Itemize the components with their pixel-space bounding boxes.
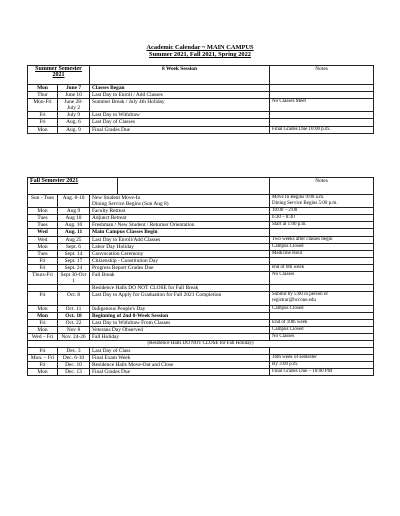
row-day: Tues [28, 215, 58, 222]
row-event: (Residence Halls DO NOT CLOSE for Fall Holiday) [28, 340, 374, 347]
row-note: 16th week of semester [270, 355, 374, 362]
row-date: Sept. 24 [58, 264, 90, 271]
fall-notes-heading: Notes [270, 178, 374, 195]
row-day: Thur [28, 92, 58, 99]
fall-calendar-table [27, 177, 374, 376]
row-note: Start at 1:00 p.m. [270, 222, 374, 229]
row-day: Wed [28, 236, 58, 243]
row-note: Final Grades Due 10:00 p.m. [270, 126, 374, 133]
summer-session-heading: 8 Week Session [90, 66, 270, 85]
calendar-row [28, 272, 374, 285]
row-date: Aug 25 [58, 236, 90, 243]
row-note [270, 348, 374, 355]
row-note [270, 257, 374, 264]
calendar-row [28, 285, 374, 292]
row-note: By 3:00 p.m. [270, 362, 374, 369]
row-date: Sept. 6 [58, 243, 90, 250]
fall-rows [28, 195, 374, 376]
row-event: Fall Break [90, 272, 270, 285]
row-note [270, 85, 374, 92]
row-event: Summer Break / July 4th Holiday [90, 99, 270, 112]
calendar-row [28, 85, 374, 92]
row-day: Mon [28, 312, 58, 319]
row-event: Final Grades Due [90, 369, 270, 376]
row-event: Last Day to Enroll / Add Classes [90, 92, 270, 99]
row-note [270, 312, 374, 319]
fall-heading: Fall Semester 2021 [28, 178, 118, 195]
row-day: Wed [28, 229, 58, 236]
row-note [270, 119, 374, 126]
row-event: Residence Halls DO NOT CLOSE for Fall Break [90, 285, 270, 292]
calendar-row [28, 222, 374, 229]
row-day: Fri [28, 292, 58, 305]
calendar-row [28, 119, 374, 126]
row-date: June 10 [58, 92, 90, 99]
row-day: Mon [28, 369, 58, 376]
calendar-row [28, 195, 374, 208]
row-day: Mon [28, 305, 58, 312]
row-event: Main Campus Classes Begin [90, 229, 270, 236]
row-note: Final Grades Due – 10:00 PM [270, 369, 374, 376]
row-date: Aug. 6 [58, 119, 90, 126]
calendar-row [28, 369, 374, 376]
row-note [270, 112, 374, 119]
row-day: Wed – Fri [28, 333, 58, 340]
calendar-row [28, 305, 374, 312]
row-date: Sept 30-Oct 1 [58, 272, 90, 285]
page-subtitle: Summer 2021, Fall 2021, Spring 2022 [149, 51, 251, 58]
row-note: No Classes [270, 333, 374, 340]
summer-calendar-table [27, 65, 374, 134]
row-event: Beginning of 2nd 8-Week Session [90, 312, 270, 319]
row-date: Oct. 18 [58, 312, 90, 319]
row-event: Last Day of Class [90, 348, 270, 355]
row-date: June 28-July 2 [58, 99, 90, 112]
row-day [28, 285, 58, 292]
calendar-row [28, 243, 374, 250]
calendar-row [28, 326, 374, 333]
row-event: Indigenous People's Day [90, 305, 270, 312]
row-event: Last Day to Withdraw [90, 112, 270, 119]
row-date [58, 285, 90, 292]
row-event: Last Day of Classes [90, 119, 270, 126]
calendar-row [28, 236, 374, 243]
row-date: Dec. 6-10 [58, 355, 90, 362]
row-event: New Student Move-In Dining Service Begins (Sun Aug 8) [90, 195, 270, 208]
calendar-row [28, 340, 374, 347]
row-event: Last Day to Apply for Graduation for Fall 2021 Completion [90, 292, 270, 305]
calendar-row [28, 355, 374, 362]
row-date: Dec. 3 [58, 348, 90, 355]
calendar-row [28, 312, 374, 319]
row-event: Progress Report Grades Due [90, 264, 270, 271]
summer-rows [28, 85, 374, 134]
row-note [270, 229, 374, 236]
row-day: Mon [28, 243, 58, 250]
row-note: Submit by 5:00 in person or registrar@bccone.edu [270, 292, 374, 305]
calendar-row [28, 264, 374, 271]
row-date: Sept. 17 [58, 257, 90, 264]
row-day: Mon [28, 85, 58, 92]
row-date: Aug 10 [58, 215, 90, 222]
calendar-row [28, 333, 374, 340]
row-note: Move In Begins 9:00 a.m. Dining Service Begins 5:00 p.m. [270, 195, 374, 208]
row-note: Campus Closed [270, 243, 374, 250]
row-day: Fri [28, 257, 58, 264]
row-day: Fri [28, 119, 58, 126]
row-event: Final Exam Week [90, 355, 270, 362]
row-note: Medicine Hour [270, 250, 374, 257]
calendar-row [28, 92, 374, 99]
row-event: Labor Day Holiday [90, 243, 270, 250]
row-event: Citizenship - Constitution Day [90, 257, 270, 264]
row-note: 10:00 – 2:00 [270, 208, 374, 215]
row-day: Fri [28, 362, 58, 369]
row-date: June 7 [58, 85, 90, 92]
row-date: Aug. 10 [58, 222, 90, 229]
calendar-row [28, 126, 374, 133]
row-note: Two weeks after classes begin [270, 236, 374, 243]
row-event: Last Day to Withdraw From Classes [90, 319, 270, 326]
summer-notes-heading: Notes [270, 66, 374, 85]
row-event: Convocation Ceremony [90, 250, 270, 257]
row-date: Dec. 10 [58, 362, 90, 369]
row-date: Sept. 14 [58, 250, 90, 257]
page-title: Academic Calendar ~ MAIN CAMPUS [146, 44, 254, 51]
calendar-row [28, 250, 374, 257]
row-date: Aug. 8-10 [58, 195, 90, 208]
row-day: Mon. – Fri [28, 355, 58, 362]
row-day: Tues [28, 222, 58, 229]
row-event: Final Grades Due [90, 126, 270, 133]
calendar-row [28, 319, 374, 326]
row-event: Veterans Day Observed [90, 326, 270, 333]
row-note: End of 10th week [270, 319, 374, 326]
row-event: Freshman / New Student / Returner Orientation [90, 222, 270, 229]
row-date: Nov. 24-26 [58, 333, 90, 340]
row-day: Mon [28, 126, 58, 133]
calendar-row [28, 257, 374, 264]
row-event: Adjunct Retreat [90, 215, 270, 222]
row-note: Campus Closed [270, 305, 374, 312]
row-day: Tues [28, 250, 58, 257]
row-note: Campus Closed [270, 326, 374, 333]
row-day: Mon [28, 208, 58, 215]
row-date: Aug. 11 [58, 229, 90, 236]
calendar-row [28, 348, 374, 355]
row-note [270, 285, 374, 292]
row-note: end of 6th week [270, 264, 374, 271]
calendar-row [28, 292, 374, 305]
row-day: Sun - Tues [28, 195, 58, 208]
row-day: Fri [28, 112, 58, 119]
row-date: Oct. 22 [58, 319, 90, 326]
calendar-row [28, 229, 374, 236]
row-day: Fri [28, 264, 58, 271]
row-date: July 9 [58, 112, 90, 119]
row-day: Mon [28, 326, 58, 333]
calendar-row [28, 112, 374, 119]
calendar-row [28, 99, 374, 112]
row-day: Fri [28, 348, 58, 355]
row-date: Aug. 9 [58, 126, 90, 133]
calendar-row [28, 362, 374, 369]
row-day: Mon-Fri [28, 99, 58, 112]
row-note [270, 92, 374, 99]
row-note: No Classes Meet [270, 99, 374, 112]
row-date: Aug 9 [58, 208, 90, 215]
row-event: Classes Began [90, 85, 270, 92]
row-day: Thurs-Fri [28, 272, 58, 285]
summer-heading: Summer Semester 2021 [28, 66, 90, 85]
calendar-row [28, 208, 374, 215]
row-date: Oct. 11 [58, 305, 90, 312]
row-event: Residence Halls Move-Out and Close [90, 362, 270, 369]
row-event: Last Day to Enroll/Add Classes [90, 236, 270, 243]
row-event: Faculty Retreat [90, 208, 270, 215]
row-date: Dec. 13 [58, 369, 90, 376]
row-day: Fri [28, 319, 58, 326]
calendar-row [28, 215, 374, 222]
row-date: Oct. 8 [58, 292, 90, 305]
row-event: Fall Holiday [90, 333, 270, 340]
row-date: Nov 8 [58, 326, 90, 333]
row-note: No Classes [270, 272, 374, 285]
row-note: 6:30 – 8:30 [270, 215, 374, 222]
